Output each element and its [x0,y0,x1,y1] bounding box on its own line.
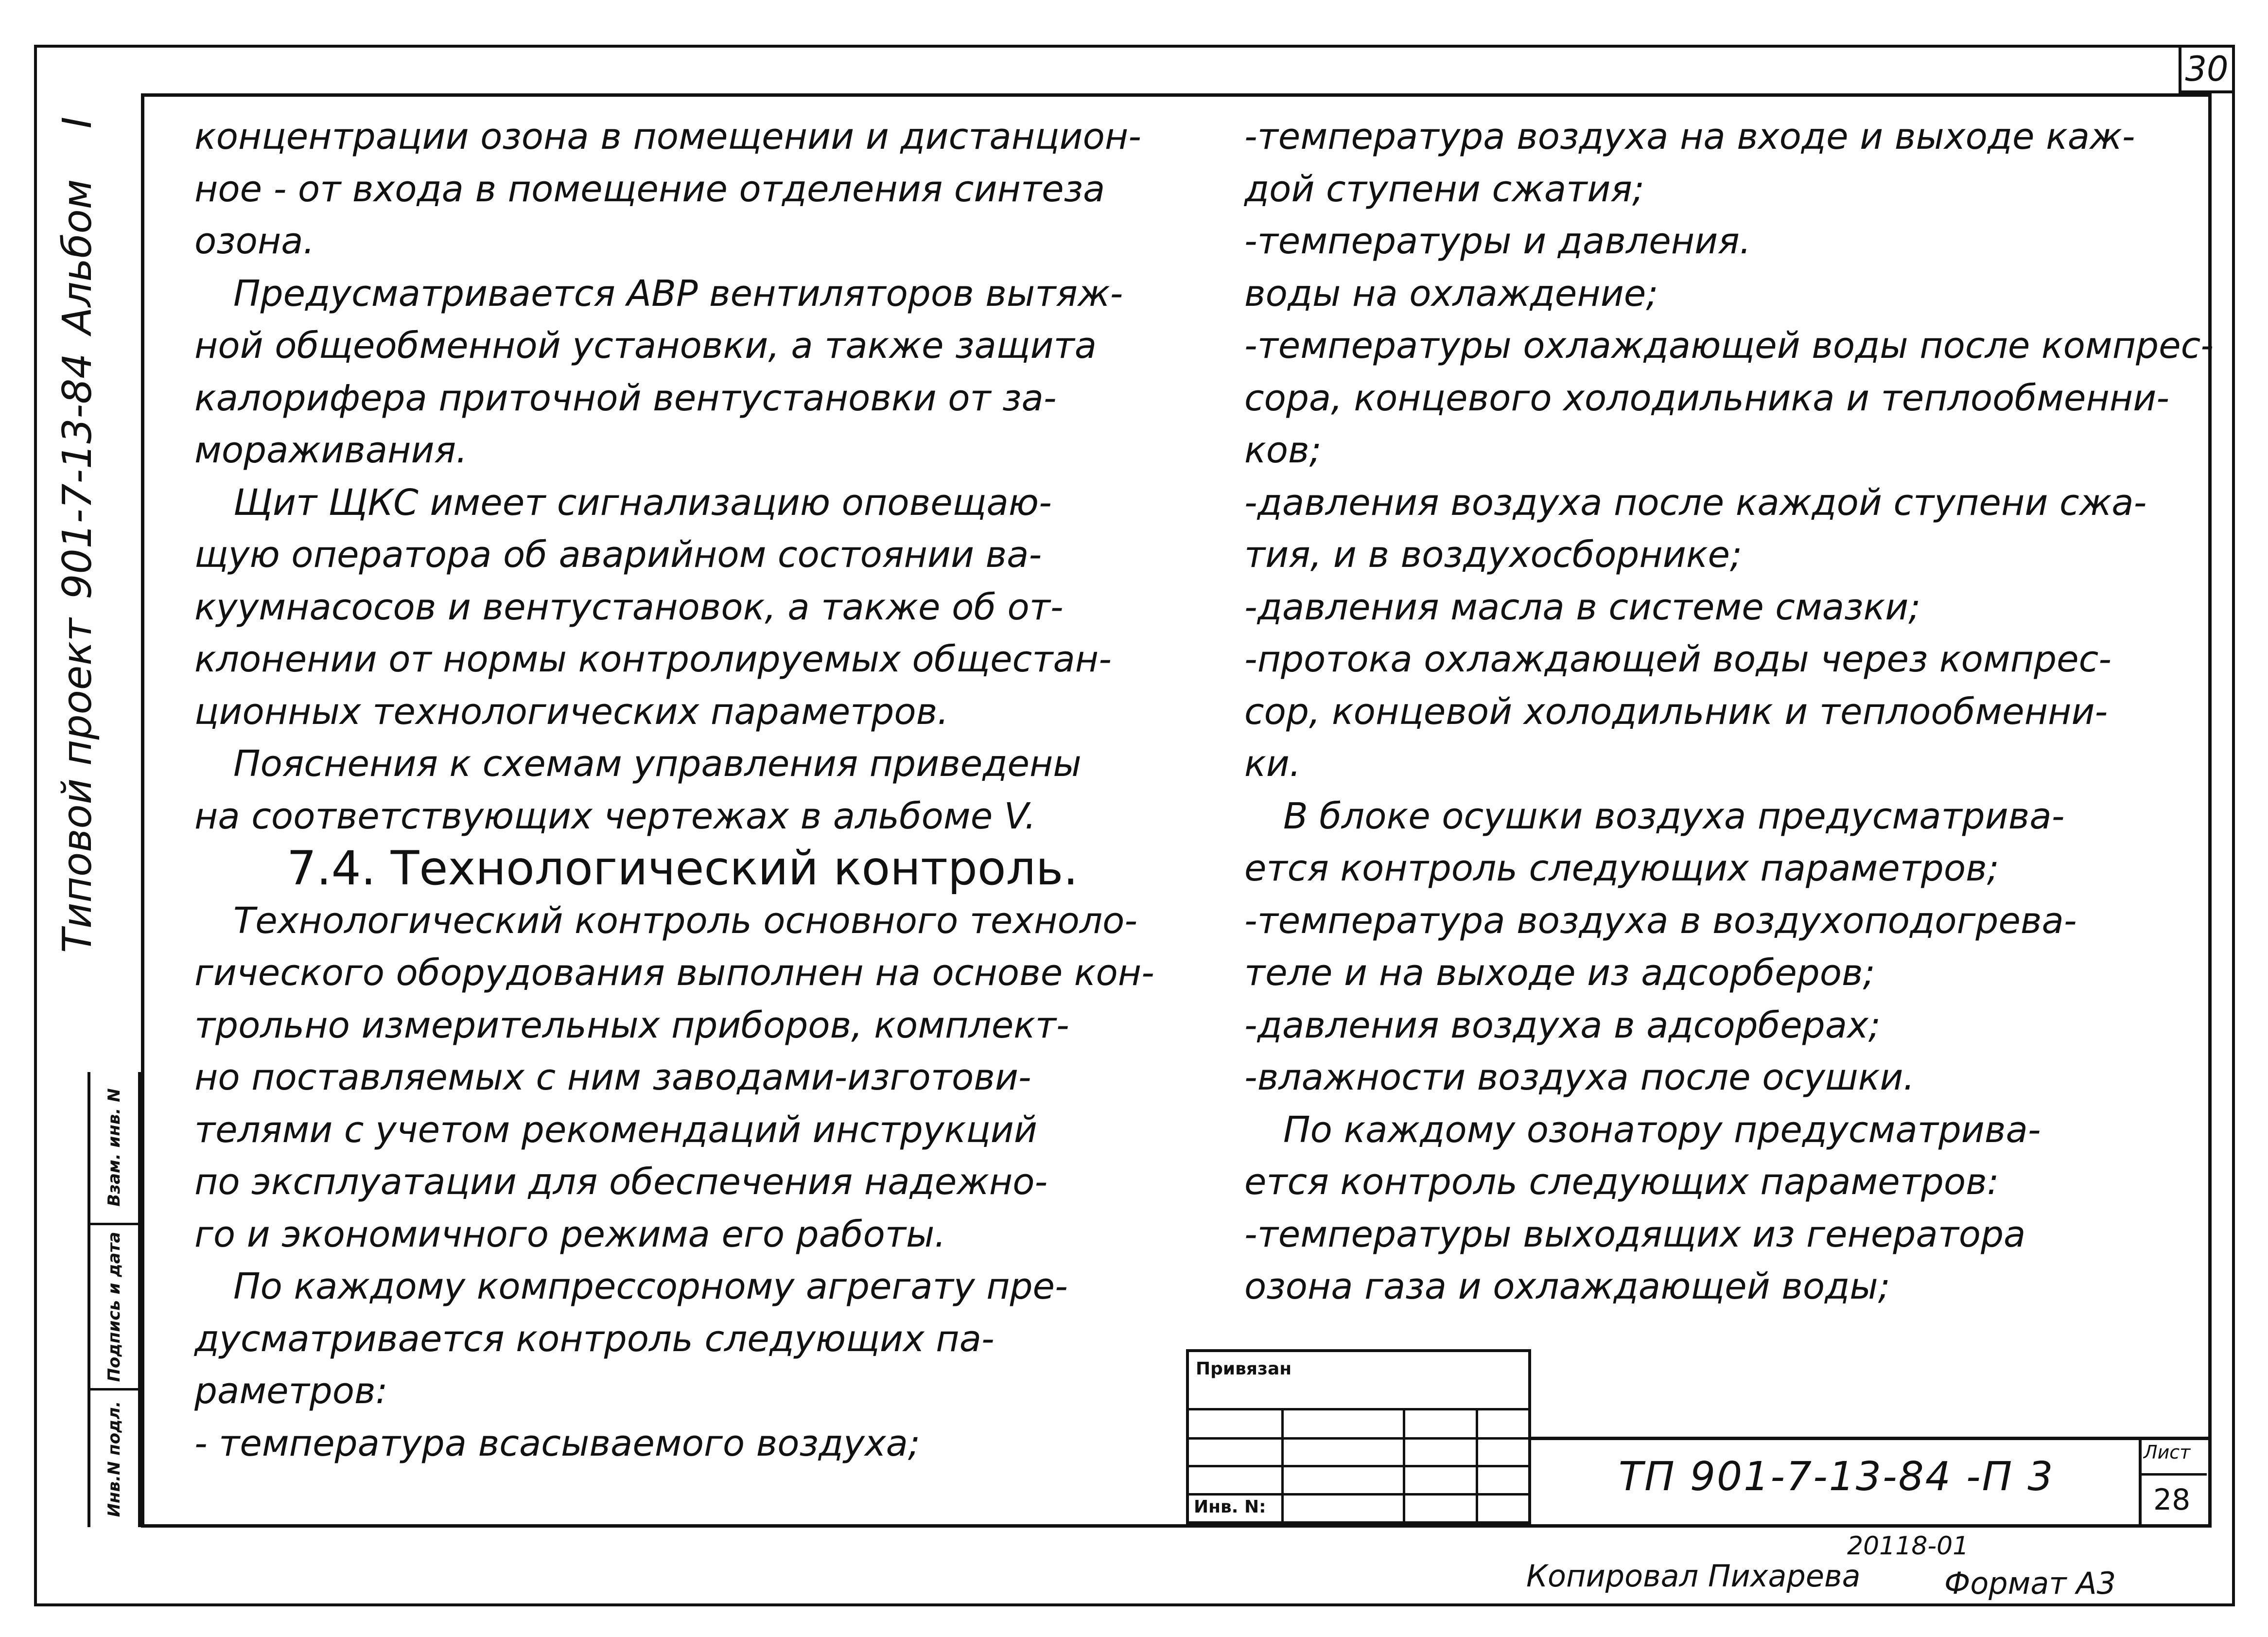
left-text-line: щую оператора об аварийном состоянии ва- [194,534,1042,576]
right-text-column [1244,111,2214,1313]
left-text-line: но поставляемых с ним заводами-изготови- [194,1056,1031,1098]
left-text-column [194,111,1176,1470]
stamp-cell-replace [90,1072,138,1225]
right-text-line: -температуры и давления. [1244,220,1751,262]
right-text-line: ков; [1244,429,1322,471]
side-title-album-word: Альбом [54,179,101,334]
left-text-line: По каждому компрессорному агрегату пре- [233,1266,1068,1307]
left-text-line: Технологический контроль основного техноло- [233,899,1138,942]
left-text-line: калорифера приточной вентустановки от за- [194,377,1057,419]
side-title-code: 901-7-13-84 [54,353,101,599]
left-text-line: ной общеобменной установки, а также защита [194,325,1097,367]
right-text-line: В блоке осушки воздуха предусматрива- [1283,795,2065,837]
sheet-label: Лист [2144,1442,2191,1463]
left-text-line: раметров: [194,1370,388,1412]
right-text-line: -температуры выходящих из генератора [1244,1213,2026,1255]
left-text-line: ционных технологических параметров. [194,690,949,733]
right-text-line: -влажности воздуха после осушки. [1244,1056,1915,1098]
sheet-page-number: 28 [2153,1483,2191,1517]
sheet-number: 30 [2179,45,2235,93]
right-text-line: -давления воздуха в адсорберах; [1244,1004,1881,1046]
right-text-line: дой ступени сжатия; [1244,168,1644,210]
left-text-line: дусматривается контроль следующих па- [194,1318,994,1360]
stamp-label-replace: Взам. инв. N [105,1088,124,1207]
left-text-line: го и экономичного режима его работы. [194,1213,946,1255]
paper-format: Формат А3 [1944,1566,2116,1601]
left-text-line: 7.4. Технологический контроль. [287,841,1079,896]
right-text-line: ки. [1244,743,1301,785]
right-text-line: озона газа и охлаждающей воды; [1244,1266,1890,1307]
stamp-divider [1403,1408,1405,1522]
sheet-box-rule [2142,1473,2207,1476]
left-text-line: Щит ЩКС имеет сигнализацию оповещаю- [233,481,1052,524]
left-text-line: - температура всасываемого воздуха; [194,1422,920,1464]
right-text-line: -температура воздуха на входе и выходе каж- [1244,116,2135,158]
stamp-divider [1281,1408,1284,1522]
stamp-cell-inv [90,1391,138,1527]
side-title-album [44,117,112,334]
copied-by: Копировал Пихарева [1526,1558,1861,1594]
right-text-line: тия, и в воздухосборнике; [1244,534,1742,576]
document-code: ТП 901-7-13-84 -П 3 [1619,1454,2055,1500]
left-text-line: по эксплуатации для обеспечения надежно- [194,1161,1048,1203]
stamp-column [87,1072,141,1527]
right-text-line: воды на охлаждение; [1244,272,1658,315]
left-text-line: ное - от входа в помещение отделения синтеза [194,168,1105,210]
side-title-project: Типовой проект [54,618,101,953]
order-number: 20118-01 [1847,1531,1969,1561]
side-title-album-number: I [54,117,101,129]
stamp-label-inv: Инв.N подл. [105,1401,124,1517]
left-text-line: клонении от нормы контролируемых общестан- [194,638,1112,680]
right-text-line: сора, концевого холодильника и теплообменни- [1244,377,2170,419]
right-text-line: -давления масла в системе смазки; [1244,586,1921,628]
stamp-divider [1476,1408,1478,1522]
left-text-line: телями с учетом рекомендаций инструкций [194,1109,1037,1151]
left-text-line: трольно измерительных приборов, комплект- [194,1004,1069,1046]
left-text-line: Пояснения к схемам управления приведены [233,743,1082,785]
right-text-line: ется контроль следующих параметров: [1244,1161,1999,1203]
right-text-line: -температура воздуха в воздухоподогрева- [1244,899,2077,942]
left-text-line: на соответствующих чертежах в альбоме V. [194,795,1036,837]
right-text-line: -давления воздуха после каждой ступени сжа- [1244,481,2147,524]
binding-label: Привязан [1196,1359,1292,1379]
stamp-cell-sign [90,1225,138,1391]
right-text-line: ется контроль следующих параметров; [1244,847,1999,889]
left-text-line: гического оборудования выполнен на основе кон- [194,952,1154,994]
side-title [44,117,112,953]
left-text-line: концентрации озона в помещении и дистанцион- [194,116,1141,158]
right-text-line: По каждому озонатору предусматрива- [1283,1109,2041,1151]
left-text-line: озона. [194,220,315,262]
inventory-label: Инв. N: [1194,1497,1266,1517]
left-text-line: мораживания. [194,429,468,471]
right-text-line: сор, концевой холодильник и теплообменни- [1244,690,2108,733]
binding-stamp [1186,1349,1531,1524]
left-text-line: куумнасосов и вентустановок, а также об от- [194,586,1064,628]
stamp-label-sign: Подпись и дата [105,1232,124,1382]
right-text-line: -температуры охлаждающей воды после компрес- [1244,325,2214,367]
left-text-line: Предусматривается АВР вентиляторов вытяж- [233,272,1123,315]
right-text-line: теле и на выходе из адсорберов; [1244,952,1875,994]
right-text-line: -протока охлаждающей воды через компрес- [1244,638,2111,680]
